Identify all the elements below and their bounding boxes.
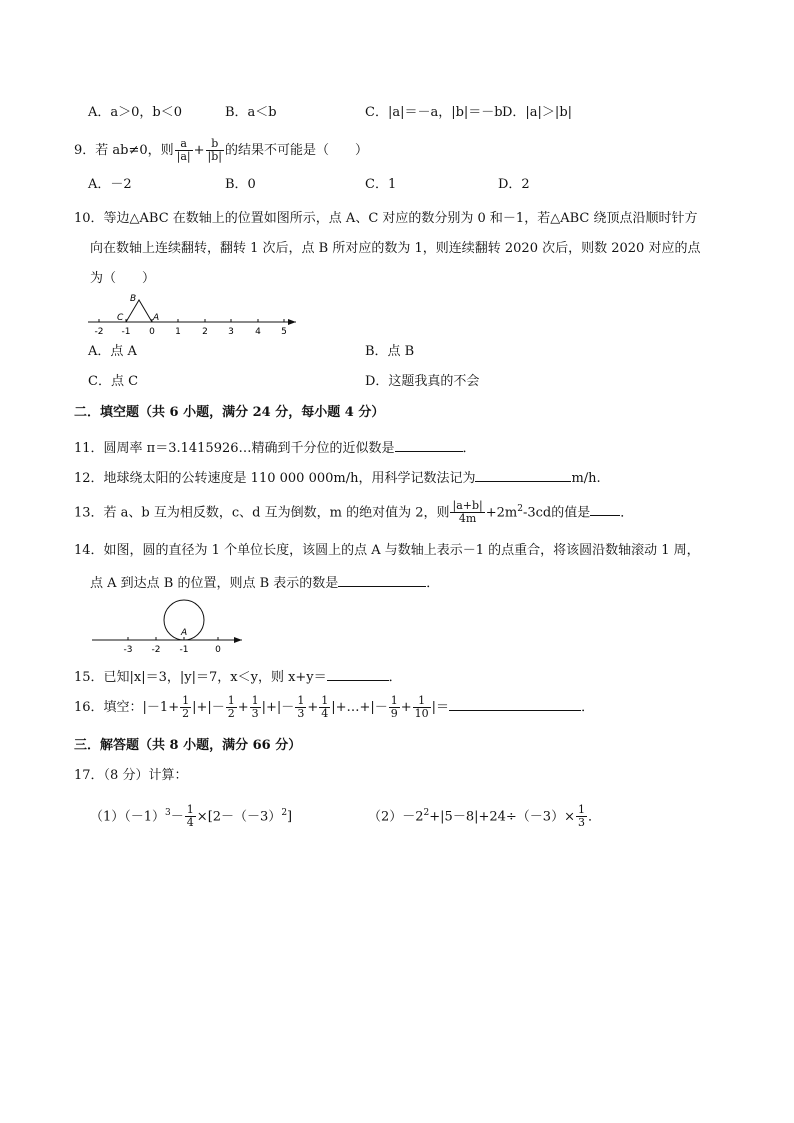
q14-label-a: A bbox=[181, 628, 188, 638]
q14-text: 点 A 到达点 B 的位置，则点 B 表示的数是 bbox=[90, 576, 339, 591]
q16-end: ． bbox=[581, 700, 595, 715]
q10-option-c: C．点 C bbox=[88, 374, 139, 389]
q11-text: 11．圆周率 π＝3.1415926…精确到千分位的近似数是 bbox=[74, 441, 395, 456]
question-11 bbox=[74, 437, 476, 458]
q10-option-b: B．点 B bbox=[365, 344, 415, 359]
q13-exponent: 2 bbox=[517, 504, 523, 514]
q10-tick-label: 4 bbox=[255, 327, 261, 337]
q16-sep: + bbox=[237, 700, 249, 715]
q9-fraction-a: $\frac{a}{|a|}$ bbox=[176, 137, 191, 163]
q15-end: ． bbox=[388, 670, 402, 685]
q14-tick-label: -2 bbox=[151, 645, 161, 655]
q17-p2-fraction: $\frac{1}{3}$ bbox=[577, 803, 585, 830]
q16-fraction: $\frac{1}{10}$ bbox=[414, 694, 429, 720]
q12-text: 12．地球绕太阳的公转速度是 110 000 000m/h，用科学记数法记为 bbox=[74, 471, 476, 486]
q10-label-b: B bbox=[130, 294, 137, 304]
q10-tick-label: 1 bbox=[175, 327, 181, 337]
q10-option-a: A．点 A bbox=[88, 344, 137, 359]
q9-suffix: 的结果不可能是（ ） bbox=[225, 143, 369, 158]
q10-label-a: A bbox=[153, 313, 160, 323]
q16-fraction: $\frac{1}{2}$ bbox=[182, 694, 190, 720]
q10-tick-label: 0 bbox=[149, 327, 155, 337]
q17-p1-minus: － bbox=[170, 809, 184, 825]
q17-p2-end: ． bbox=[587, 809, 601, 825]
q9-fraction-b: $\frac{b}{|b|}$ bbox=[207, 137, 222, 163]
q10-tick-label: 3 bbox=[228, 327, 234, 337]
q17-p1-exponent-2: 2 bbox=[281, 808, 288, 818]
q11-end: ． bbox=[462, 441, 476, 456]
q14-answer-blank[interactable] bbox=[338, 572, 426, 587]
q17-p2-text: （2）－2 bbox=[368, 809, 424, 825]
q9-option-c: C．1 bbox=[365, 177, 397, 192]
q13-term: +2m bbox=[485, 505, 518, 521]
q14-tick-label: -1 bbox=[179, 645, 189, 655]
q17-p1-fraction: $\frac{1}{4}$ bbox=[186, 803, 194, 830]
q8-option-b: B．a＜b bbox=[225, 105, 277, 120]
q10-label-c: C bbox=[117, 313, 124, 323]
q15-text: 15．已知|x|＝3，|y|＝7，x＜y，则 x+y＝ bbox=[74, 670, 327, 685]
q14-tick-label: 0 bbox=[215, 645, 221, 655]
q10-triangle-number-line-figure bbox=[86, 290, 302, 338]
q13-text-tail: -3cd的值是 bbox=[522, 505, 591, 521]
q16-fraction: $\frac{1}{2}$ bbox=[227, 694, 235, 720]
q16-text: 16．填空：|－1+ bbox=[74, 700, 180, 715]
q16-fraction: $\frac{1}{4}$ bbox=[321, 694, 329, 720]
q14-line-1: 14．如图，圆的直径为 1 个单位长度，该圆上的点 A 与数轴上表示－1 的点重合，将该圆沿数轴滚动 1 周， bbox=[74, 543, 700, 558]
q16-sep: + bbox=[400, 700, 412, 715]
q9-prefix: 9．若 ab≠0，则 bbox=[74, 143, 174, 158]
question-16 bbox=[74, 693, 594, 723]
q17-part-2 bbox=[368, 797, 601, 833]
q10-line-1: 10．等边△ABC 在数轴上的位置如图所示，点 A、C 对应的数分别为 0 和－1，若△ABC 绕顶点沿顺时针方 bbox=[74, 211, 698, 226]
q9-plus: + bbox=[193, 143, 205, 158]
q16-sep: |+|－ bbox=[261, 700, 295, 715]
q10-tick-label: -2 bbox=[94, 327, 104, 337]
q13-text: 13．若 a、b 互为相反数，c、d 互为倒数，m 的绝对值为 2，则 bbox=[74, 505, 450, 521]
q10-tick-label: 2 bbox=[202, 327, 208, 337]
q16-sep: |+|－ bbox=[192, 700, 225, 715]
q8-option-d: D．|a|＞|b| bbox=[502, 105, 573, 120]
q10-option-d: D．这题我真的不会 bbox=[365, 374, 480, 389]
question-13 bbox=[74, 494, 633, 528]
q17-p1-end: ] bbox=[287, 809, 293, 825]
q16-fraction: $\frac{1}{3}$ bbox=[251, 694, 259, 720]
q16-fraction: $\frac{1}{3}$ bbox=[297, 694, 305, 720]
q9-option-a: A．－2 bbox=[88, 177, 132, 192]
q14-circle-number-line-figure bbox=[90, 598, 246, 656]
q10-line-2: 向在数轴上连续翻转，翻转 1 次后，点 B 所对应的数为 1，则连续翻转 2020 次后，则数 2020 对应的点 bbox=[90, 241, 701, 256]
section-2-heading: 二．填空题（共 6 小题，满分 24 分，每小题 4 分） bbox=[74, 405, 385, 420]
q13-answer-blank[interactable] bbox=[590, 501, 620, 516]
q12-end: m/h. bbox=[571, 471, 601, 486]
question-15 bbox=[74, 666, 402, 687]
q17-p1-exponent: 3 bbox=[165, 808, 171, 818]
q16-answer-blank[interactable] bbox=[449, 696, 581, 711]
q10-tick-label: -1 bbox=[121, 327, 131, 337]
question-12 bbox=[74, 467, 601, 488]
q8-option-c: C．|a|＝－a，|b|＝－b bbox=[365, 105, 503, 120]
q16-sep: + bbox=[307, 700, 319, 715]
q17-p2-text-mid: +|5－8|+24÷（－3）× bbox=[429, 809, 575, 825]
question-9 bbox=[74, 136, 368, 166]
q17-p2-exponent: 2 bbox=[423, 808, 430, 818]
q17-part-1 bbox=[90, 797, 292, 833]
q10-line-3: 为（ ） bbox=[90, 271, 156, 286]
q17-title: 17．（8 分）计算： bbox=[74, 768, 188, 783]
q17-p1-text: （1）（－1） bbox=[90, 809, 166, 825]
q13-end: ． bbox=[620, 505, 634, 521]
q8-option-a: A．a＞0，b＜0 bbox=[88, 105, 183, 120]
q15-answer-blank[interactable] bbox=[327, 666, 389, 681]
q16-sep: |＝ bbox=[431, 700, 450, 715]
q12-answer-blank[interactable] bbox=[475, 467, 571, 482]
q13-fraction: $\frac{|a+b|}{4m}$ bbox=[452, 499, 483, 526]
section-3-heading: 三．解答题（共 8 小题，满分 66 分） bbox=[74, 738, 302, 753]
q10-tick-label: 5 bbox=[281, 327, 287, 337]
q9-option-d: D．2 bbox=[498, 177, 530, 192]
q14-tick-label: -3 bbox=[123, 645, 133, 655]
q14-line-2 bbox=[90, 572, 439, 593]
q11-answer-blank[interactable] bbox=[395, 437, 463, 452]
q14-end: ． bbox=[426, 576, 440, 591]
q9-option-b: B．0 bbox=[225, 177, 256, 192]
q16-fraction: $\frac{1}{9}$ bbox=[390, 694, 398, 720]
q17-p1-text-tail: ×[2－（－3） bbox=[196, 809, 282, 825]
q16-sep: |+…+|－ bbox=[331, 700, 388, 715]
